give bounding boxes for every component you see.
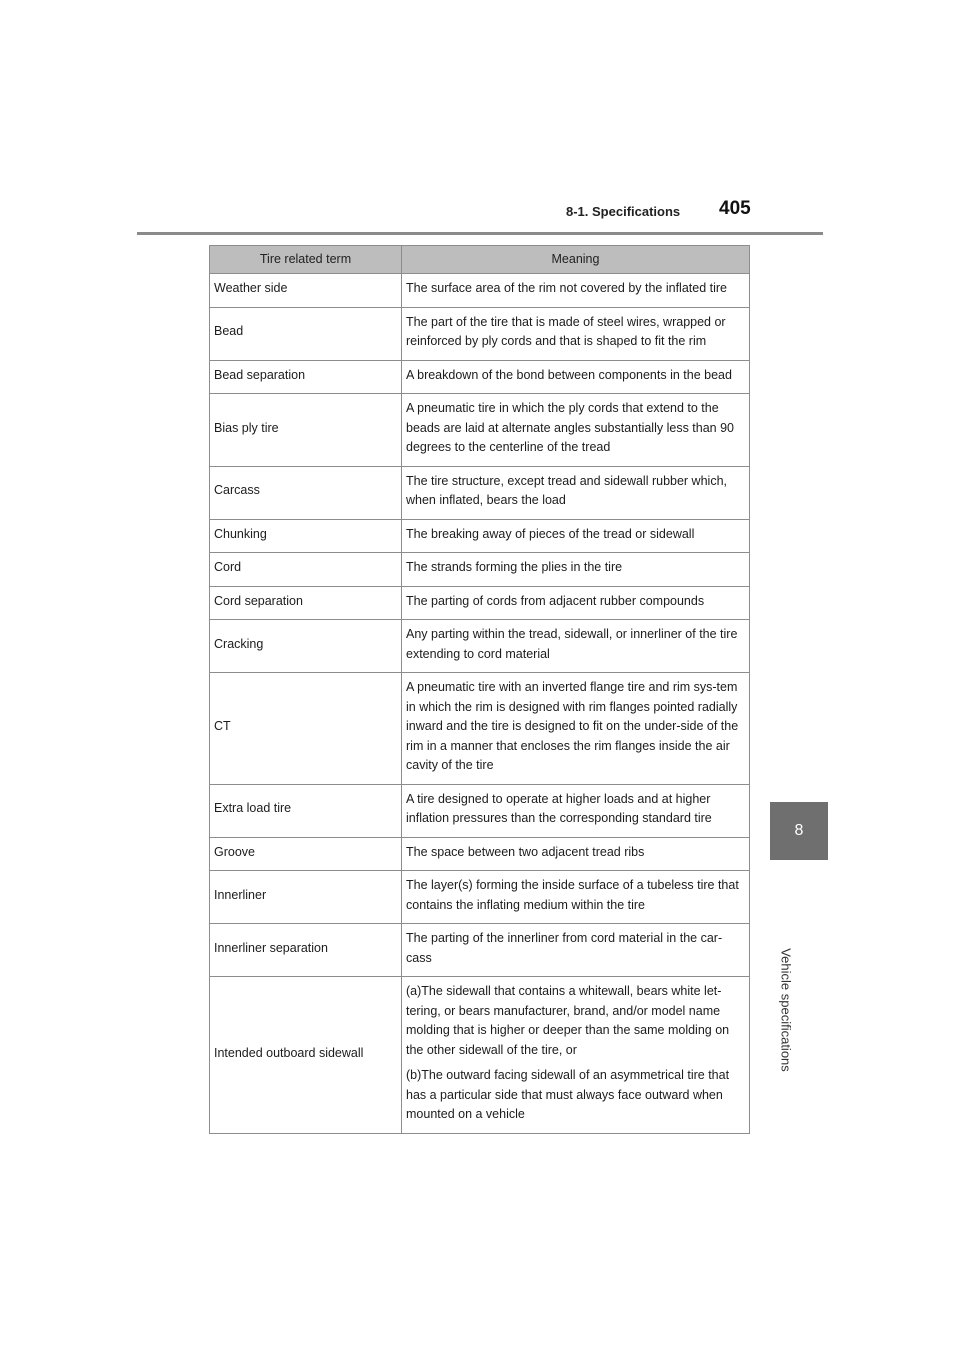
meaning-cell (402, 586, 750, 620)
term-cell: Innerliner separation (210, 924, 402, 977)
table-row (210, 519, 750, 553)
table-row (210, 924, 750, 977)
meaning-paragraph: The parting of cords from adjacent rubber compounds (406, 593, 705, 608)
meaning-cell (402, 977, 750, 1134)
meaning-paragraph: (a)The sidewall that contains a whitewall, bears white let-tering, or bears manufacturer, brand, and/or model name molding that is higher or deeper than the same molding on the other sidewall of the tire, or (406, 984, 730, 1057)
meaning-cell (402, 360, 750, 394)
table-row (210, 274, 750, 308)
term-cell: Bias ply tire (210, 394, 402, 467)
term-cell: Extra load tire (210, 784, 402, 837)
tire-terms-table (209, 245, 750, 1134)
meaning-cell (402, 620, 750, 673)
column-header-meaning: Meaning (402, 246, 750, 274)
meaning-cell (402, 394, 750, 467)
term-cell: Carcass (210, 466, 402, 519)
table-row (210, 394, 750, 467)
term-cell: Intended outboard sidewall (210, 977, 402, 1134)
meaning-cell (402, 673, 750, 785)
header-divider (137, 232, 823, 235)
chapter-number: 8 (794, 822, 804, 839)
meaning-paragraph: The surface area of the rim not covered by the inflated tire (406, 281, 728, 295)
table-row (210, 360, 750, 394)
table-row (210, 673, 750, 785)
term-cell: Cord (210, 553, 402, 587)
meaning-cell (402, 837, 750, 871)
term-cell: Bead separation (210, 360, 402, 394)
meaning-paragraph: The layer(s) forming the inside surface of a tubeless tire that contains the inflating medium within the tire (406, 878, 739, 912)
term-cell: Cracking (210, 620, 402, 673)
meaning-paragraph: A breakdown of the bond between components in the bead (406, 367, 732, 382)
chapter-tab (770, 802, 828, 860)
meaning-paragraph: The strands forming the plies in the tire (406, 560, 623, 574)
meaning-paragraph: The part of the tire that is made of steel wires, wrapped or reinforced by ply cords and that is shaped to fit the rim (406, 314, 726, 348)
meaning-paragraph: The parting of the innerliner from cord material in the car-cass (406, 931, 723, 965)
term-cell: Chunking (210, 519, 402, 553)
chapter-title-vertical (778, 948, 794, 1072)
table-row (210, 620, 750, 673)
meaning-cell (402, 924, 750, 977)
section-title: 8-1. Specifications (566, 204, 681, 219)
term-cell: Bead (210, 307, 402, 360)
table-row (210, 553, 750, 587)
meaning-paragraph: A pneumatic tire in which the ply cords that extend to the beads are laid at alternate angles substantially less than 90 degrees to the centerline of the tread (406, 401, 734, 454)
table-row (210, 837, 750, 871)
table-row (210, 466, 750, 519)
meaning-cell (402, 519, 750, 553)
meaning-paragraph: The breaking away of pieces of the tread or sidewall (406, 526, 695, 541)
table-row (210, 307, 750, 360)
term-cell: CT (210, 673, 402, 785)
table-row (210, 977, 750, 1134)
meaning-paragraph: The tire structure, except tread and sidewall rubber which, when inflated, bears the load (406, 473, 727, 507)
meaning-cell (402, 466, 750, 519)
term-cell: Cord separation (210, 586, 402, 620)
page-number: 405 (719, 198, 751, 219)
meaning-paragraph: (b)The outward facing sidewall of an asymmetrical tire that has a particular side that must always face outward when mounted on a vehicle (406, 1068, 730, 1121)
table-header-row (210, 246, 750, 274)
table-row (210, 871, 750, 924)
term-cell: Groove (210, 837, 402, 871)
meaning-paragraph: Any parting within the tread, sidewall, or innerliner of the tire extending to cord material (406, 627, 738, 661)
term-cell: Weather side (210, 274, 402, 308)
table-row (210, 784, 750, 837)
chapter-title: Vehicle specifications (778, 948, 794, 1072)
meaning-cell (402, 274, 750, 308)
meaning-cell (402, 871, 750, 924)
meaning-paragraph: A pneumatic tire with an inverted flange tire and rim sys-tem in which the rim is designed with rim flanges pointed radially inward and the tire is designed to fit on the under-side of the rim in a manner that encloses the rim flanges inside the air cavity of the tire (406, 680, 739, 772)
meaning-paragraph: The space between two adjacent tread ribs (406, 844, 645, 859)
table-row (210, 586, 750, 620)
meaning-cell (402, 784, 750, 837)
meaning-cell (402, 307, 750, 360)
meaning-paragraph: A tire designed to operate at higher loads and at higher inflation pressures than the corresponding standard tire (406, 791, 712, 825)
term-cell: Innerliner (210, 871, 402, 924)
column-header-term: Tire related term (210, 246, 402, 274)
meaning-cell (402, 553, 750, 587)
